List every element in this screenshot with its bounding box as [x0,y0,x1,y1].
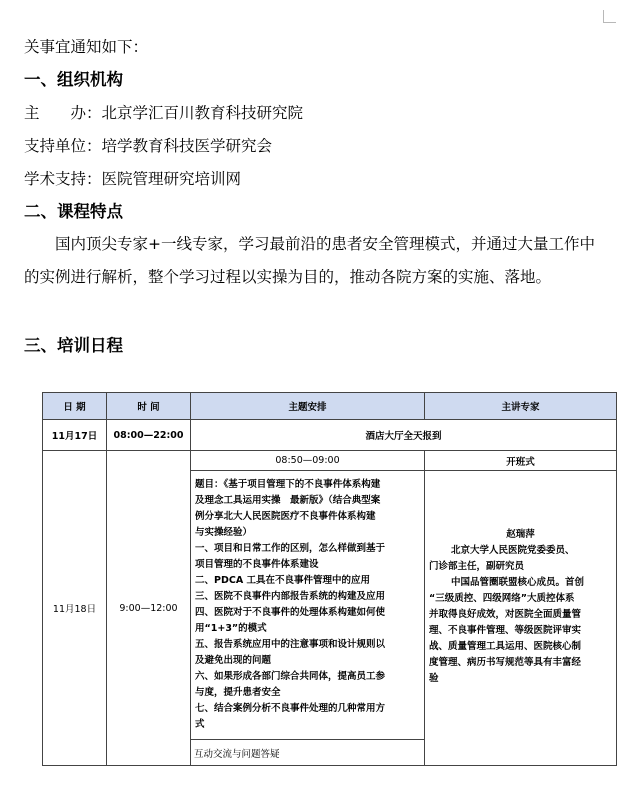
header-time: 时 间 [107,393,191,420]
speaker-cell [425,471,617,766]
time-cell: 9:00—12:00 [107,451,191,766]
topic-line: 四、医院对于不良事件的处理体系构建如何使 [195,607,386,618]
speaker-bio-line: 门诊部主任，副研究员 [429,561,525,572]
event-cell: 酒店大厅全天报到 [191,420,617,451]
topic-line: 项目管理的不良事件体系建设 [195,559,319,570]
org-row-support [24,136,272,156]
header-topic: 主题安排 [191,393,425,420]
section2-heading: 二、课程特点 [24,202,123,221]
date-cell: 11月17日 [43,420,107,451]
topic-line: 及理念工具运用实操 最新版》（结合典型案 [195,495,381,506]
topic-line: 一、项目和日常工作的区别，怎么样做到基于 [195,543,386,554]
page-corner-mark [603,10,616,23]
table-row [43,420,617,451]
topic-line: 式 [195,719,205,730]
section3-heading: 三、培训日程 [24,336,123,355]
speaker-bio-line: 度管理、病历书写规范等具有丰富经 [429,657,582,668]
speaker-bio-line: 北京大学人民医院党委委员、 [451,545,575,556]
org-value-academic: 医院管理研究培训网 [101,170,242,188]
speaker-bio-line: 理、不良事件管理、等级医院评审实 [429,625,582,636]
org-row-academic [24,169,241,189]
header-date: 日 期 [43,393,107,420]
org-key-host: 主 办： [24,104,102,122]
speaker-bio-line: “三级质控、四级网络”大质控体系 [429,593,575,604]
topic-line: 三、医院不良事件内部报告系统的构建及应用 [195,591,386,602]
topic-line: 二、PDCA 工具在不良事件管理中的应用 [195,575,370,586]
org-value-host: 北京学汇百川教育科技研究院 [101,104,304,122]
course-features-paragraph: 国内顶尖专家+一线专家，学习最前沿的患者安全管理模式，并通过大量工作中的实例进行解析，整个学习过程以实操为目的，推动各院方案的实施、落地。 [24,235,595,286]
topic-line: 六、如果形成各部门综合共同体，提高员工参 [195,671,386,682]
opening-ceremony-cell: 开班式 [425,451,617,471]
topic-line: 题目：《基于项目管理下的不良事件体系构建 [195,479,381,490]
table-header-row [43,393,617,420]
topic-line: 例分享北大人民医院医疗不良事件体系构建 [195,511,376,522]
topic-cell [191,471,425,740]
topic-line: 五、报告系统应用中的注意事项和设计规则以 [195,639,386,650]
org-value-support: 培学教育科技医学研究会 [101,137,273,155]
topic-line: 及避免出现的问题 [195,655,272,666]
org-key-support: 支持单位： [24,137,102,155]
speaker-bio-line: 验 [429,673,439,684]
table-row [43,451,617,471]
topic-line: 与实操经验） [195,527,253,538]
org-key-academic: 学术支持： [24,170,102,188]
header-speaker: 主讲专家 [425,393,617,420]
speaker-bio-line: 战、质量管理工具运用、医院核心制 [429,641,582,652]
intro-text: 关事宜通知如下： [24,38,149,56]
speaker-name: 赵瑞萍 [506,529,535,540]
speaker-bio-line: 并取得良好成效，对医院全面质量管 [429,609,582,620]
topic-line: 与度，提升患者安全 [195,687,281,698]
time-cell: 08:00—22:00 [107,420,191,451]
org-row-host [24,103,303,123]
speaker-bio-line: 中国品管圈联盟核心成员。首创 [451,577,585,588]
date-cell: 11月18日 [43,451,107,766]
topic-line: 用“1+3”的模式 [195,623,267,634]
schedule-table [42,392,617,766]
topic-line: 七、结合案例分析不良事件处理的几种常用方 [195,703,386,714]
qa-cell: 互动交流与问题答疑 [191,740,425,766]
opening-time-cell: 08:50—09:00 [191,451,425,471]
section1-heading: 一、组织机构 [24,70,123,89]
